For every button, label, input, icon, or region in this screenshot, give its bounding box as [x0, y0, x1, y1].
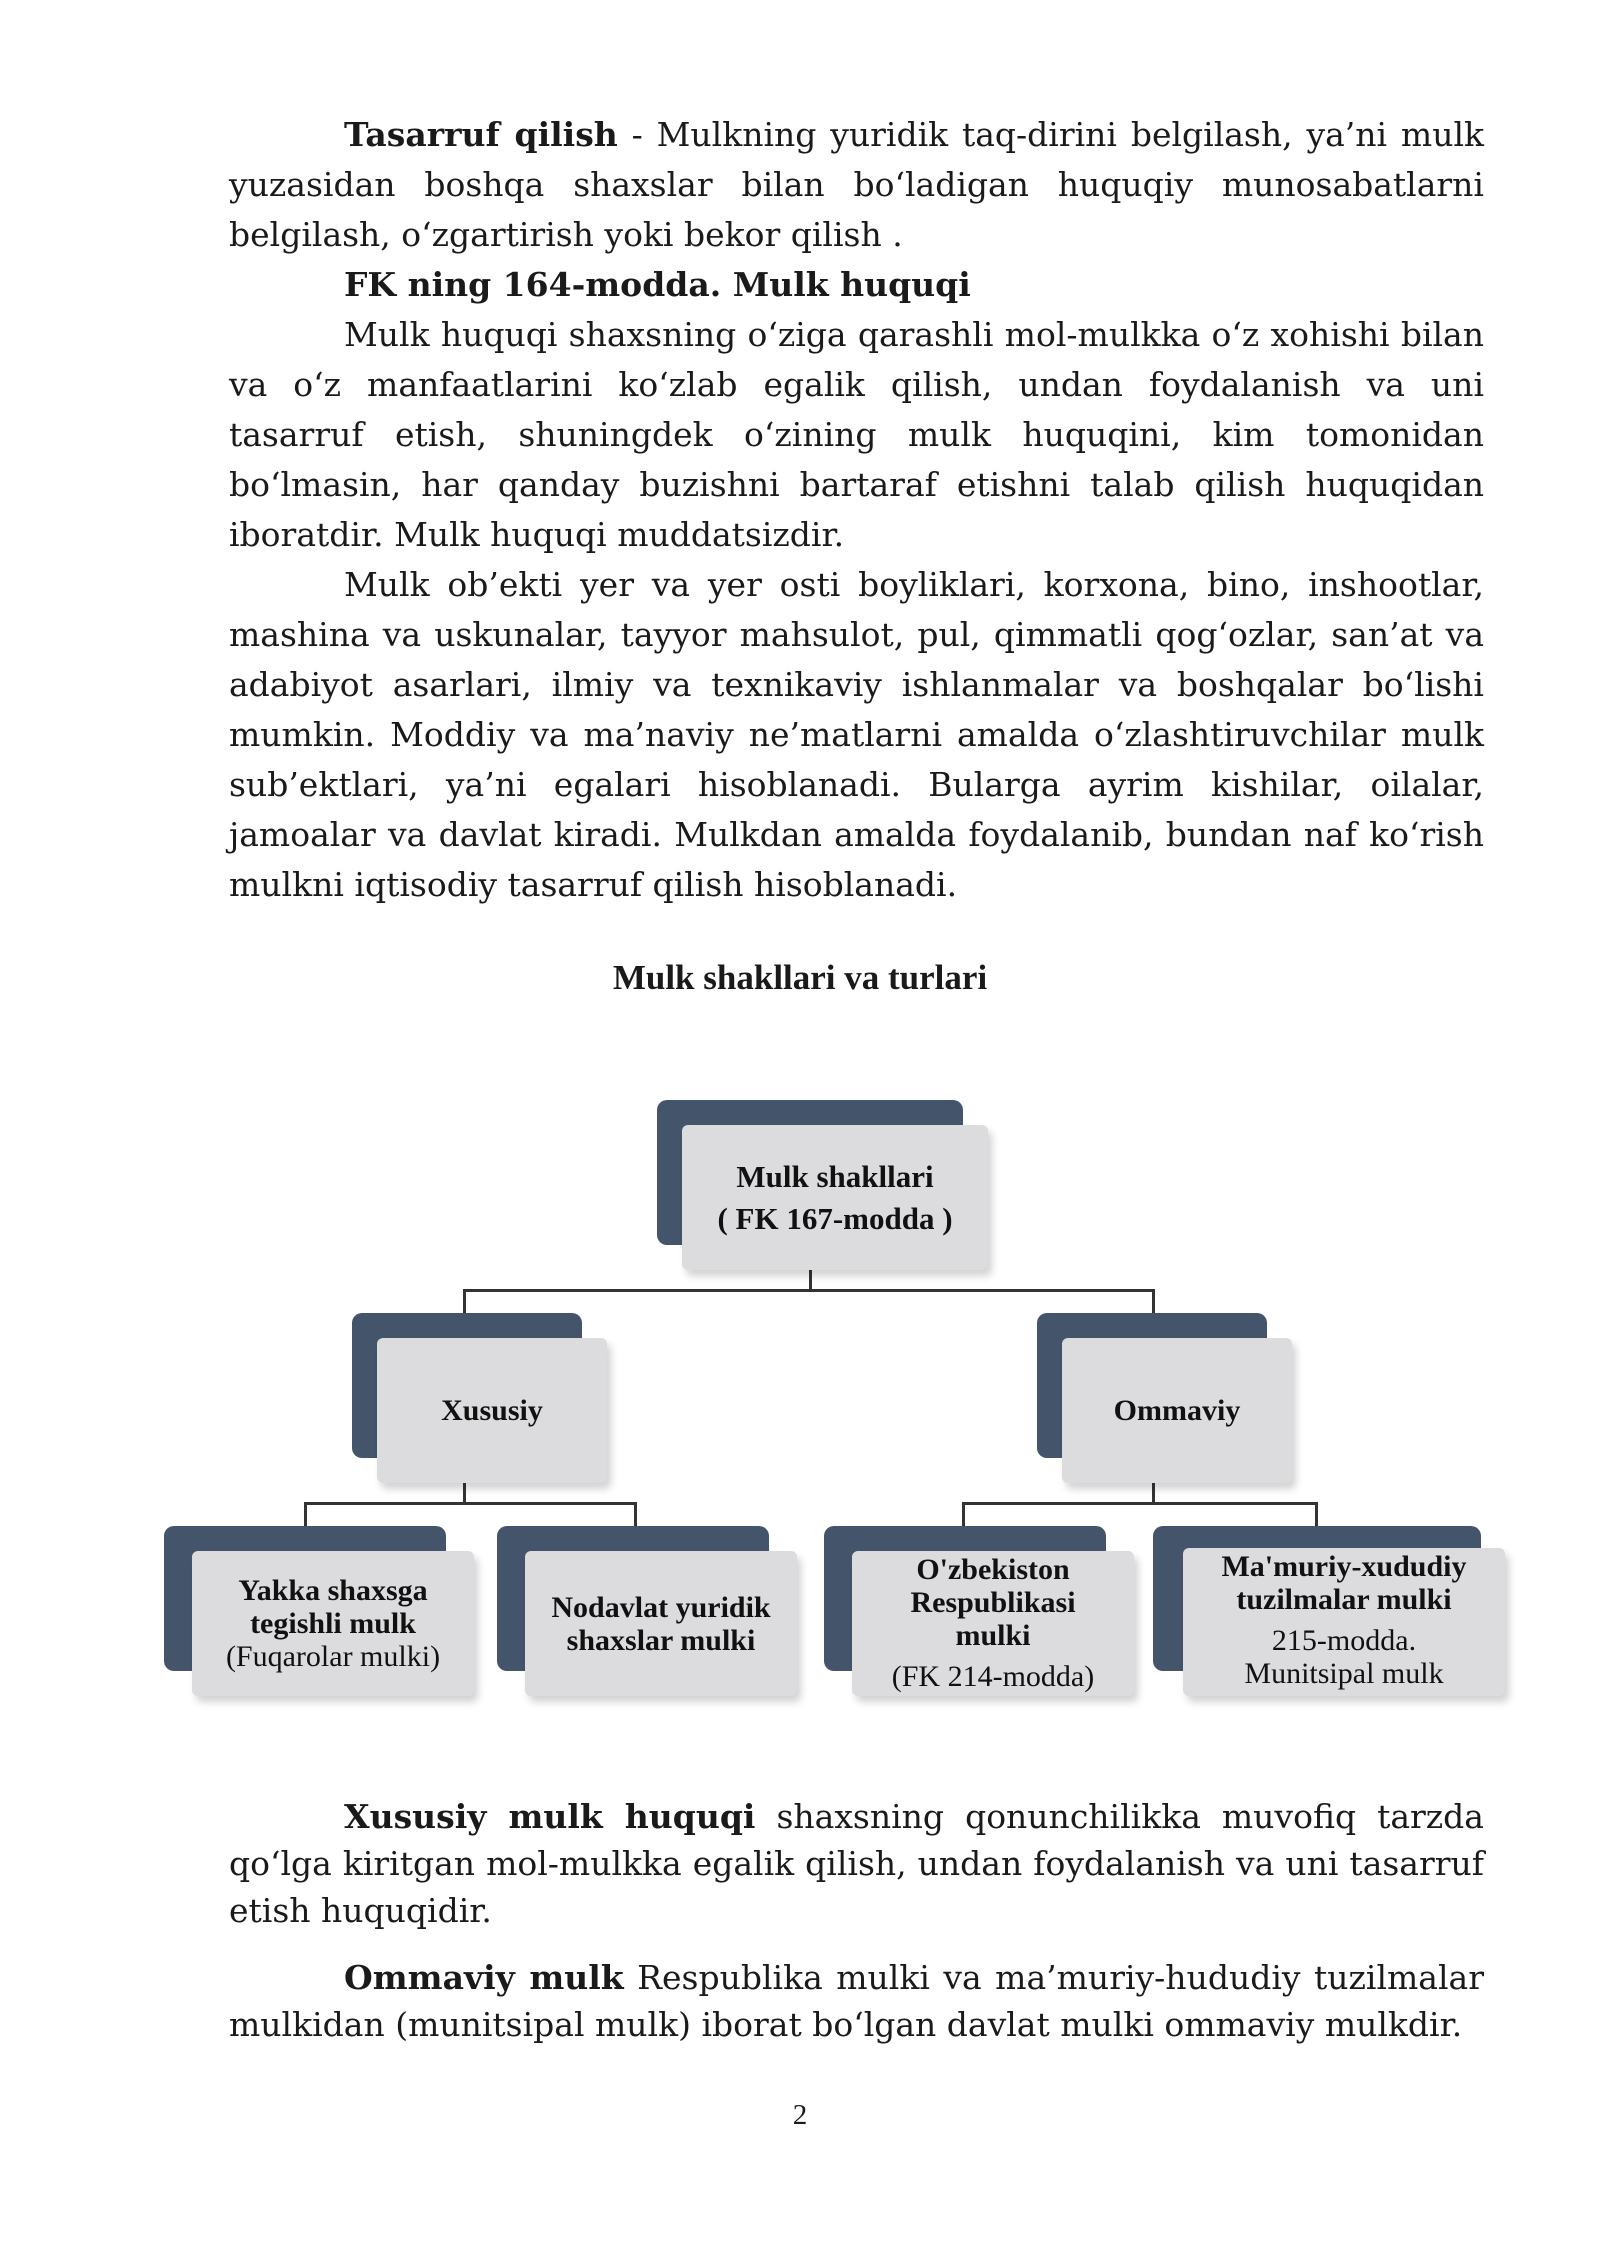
node-leaf-3 — [824, 1526, 1134, 1696]
connector-to-public — [1152, 1289, 1155, 1315]
private-definition — [229, 1793, 1484, 1934]
node-root-subtitle: ( FK 167-modda ) — [717, 1200, 953, 1236]
node-public — [1037, 1313, 1292, 1483]
node-private — [352, 1313, 607, 1483]
intro-paragraph — [229, 110, 1484, 260]
connector-level1-bar — [463, 1289, 1155, 1292]
connector-to-private — [463, 1289, 466, 1315]
node-private-box — [377, 1338, 607, 1483]
public-definition-term: Ommaviy mulk — [344, 1958, 624, 1997]
connector-to-leaf2 — [634, 1502, 637, 1528]
node-leaf-4-box — [1183, 1548, 1505, 1696]
node-leaf-3-title: O'zbekiston Respublikasi mulki — [910, 1553, 1076, 1652]
private-definition-text: shaxsning qonunchilikka muvofiq tarzda qo‘lga kiritgan mol-mulkka egalik qilish, undan foydalanish va uni tasarruf etish huquqidir. — [229, 1797, 1484, 1930]
diagram-title: Mulk shakllari va turlari — [612, 958, 988, 997]
node-leaf-4-title: Ma'muriy-xududiy tuzilmalar mulki — [1221, 1550, 1467, 1616]
node-root-box — [682, 1125, 988, 1270]
node-leaf-2 — [497, 1526, 797, 1696]
connector-public-bar — [962, 1502, 1318, 1505]
node-leaf-4 — [1153, 1526, 1505, 1696]
node-leaf-1 — [164, 1526, 474, 1696]
node-leaf-1-box — [192, 1551, 474, 1696]
node-public-box — [1062, 1338, 1292, 1483]
node-root-title: Mulk shakllari — [736, 1158, 934, 1194]
node-leaf-3-box — [852, 1551, 1134, 1696]
node-leaf-3-subtitle: (FK 214-modda) — [891, 1660, 1095, 1693]
article-paragraph-2: Mulk ob’ekti yer va yer osti boyliklari, korxona, bino, inshootlar, mashina va uskunalar, tayyor mahsulot, pul, qimmatli qog‘ozlar, san’at va adabiyot asarlari, ilmiy va texnikaviy ishlanmalar va boshqalar bo‘lishi mumkin. Moddiy va ma’naviy ne’matlarni amalda o‘zlashtiruvchilar mulk sub’ektlari, ya’ni egalari hisoblanadi. Bularga ayrim kishilar, oilalar, jamoalar va davlat kiradi. Mulkdan amalda foydalanib, bundan naf ko‘rish mulkni iqtisodiy tasarruf qilish hisoblanadi. — [229, 565, 1484, 904]
article-title: FK ning 164-modda. Mulk huquqi — [344, 265, 971, 304]
intro-text: - Mulkning yuridik taq-dirini belgilash, ya’ni mulk yuzasidan boshqa shaxslar bilan bo‘ladigan huquqiy munosabatlarni belgilash, o‘zgartirish yoki bekor qilish . — [229, 115, 1484, 254]
bottom-text — [229, 1793, 1484, 2048]
page-number: 2 — [792, 2099, 808, 2131]
node-leaf-1-title: Yakka shaxsga tegishli mulk — [238, 1574, 428, 1640]
article-paragraph-1: Mulk huquqi shaxsning o‘ziga qarashli mol-mulkka o‘z xohishi bilan va o‘z manfaatlarini ko‘zlab egalik qilish, undan foydalanish va uni tasarruf etish, shuningdek o‘zining mulk huquqini, kim tomonidan bo‘lmasin, har qanday buzishni bartaraf etishni talab qilish huquqidan iboratdir. Mulk huquqi muddatsizdir. — [229, 315, 1484, 554]
private-definition-term: Xususiy mulk huquqi — [344, 1797, 756, 1836]
node-leaf-2-box — [525, 1551, 797, 1696]
node-leaf-1-subtitle: (Fuqarolar mulki) — [225, 1640, 441, 1673]
connector-to-leaf4 — [1315, 1502, 1318, 1528]
public-definition — [229, 1954, 1484, 2048]
node-root — [657, 1100, 988, 1270]
connector-to-leaf3 — [962, 1502, 965, 1528]
node-leaf-4-subtitle: 215-modda. Munitsipal mulk — [1244, 1624, 1444, 1690]
node-private-title: Xususiy — [441, 1394, 543, 1427]
node-leaf-2-title: Nodavlat yuridik shaxslar mulki — [551, 1590, 771, 1657]
connector-to-leaf1 — [304, 1502, 307, 1528]
node-public-title: Ommaviy — [1113, 1394, 1241, 1427]
public-definition-text: Respublika mulki va ma’muriy-hududiy tuzilmalar mulkidan (munitsipal mulk) iborat bo‘lgan davlat mulki ommaviy mulkdir. — [229, 1958, 1484, 2044]
intro-term: Tasarruf qilish — [344, 115, 618, 154]
connector-private-bar — [304, 1502, 637, 1505]
top-text — [229, 110, 1484, 910]
